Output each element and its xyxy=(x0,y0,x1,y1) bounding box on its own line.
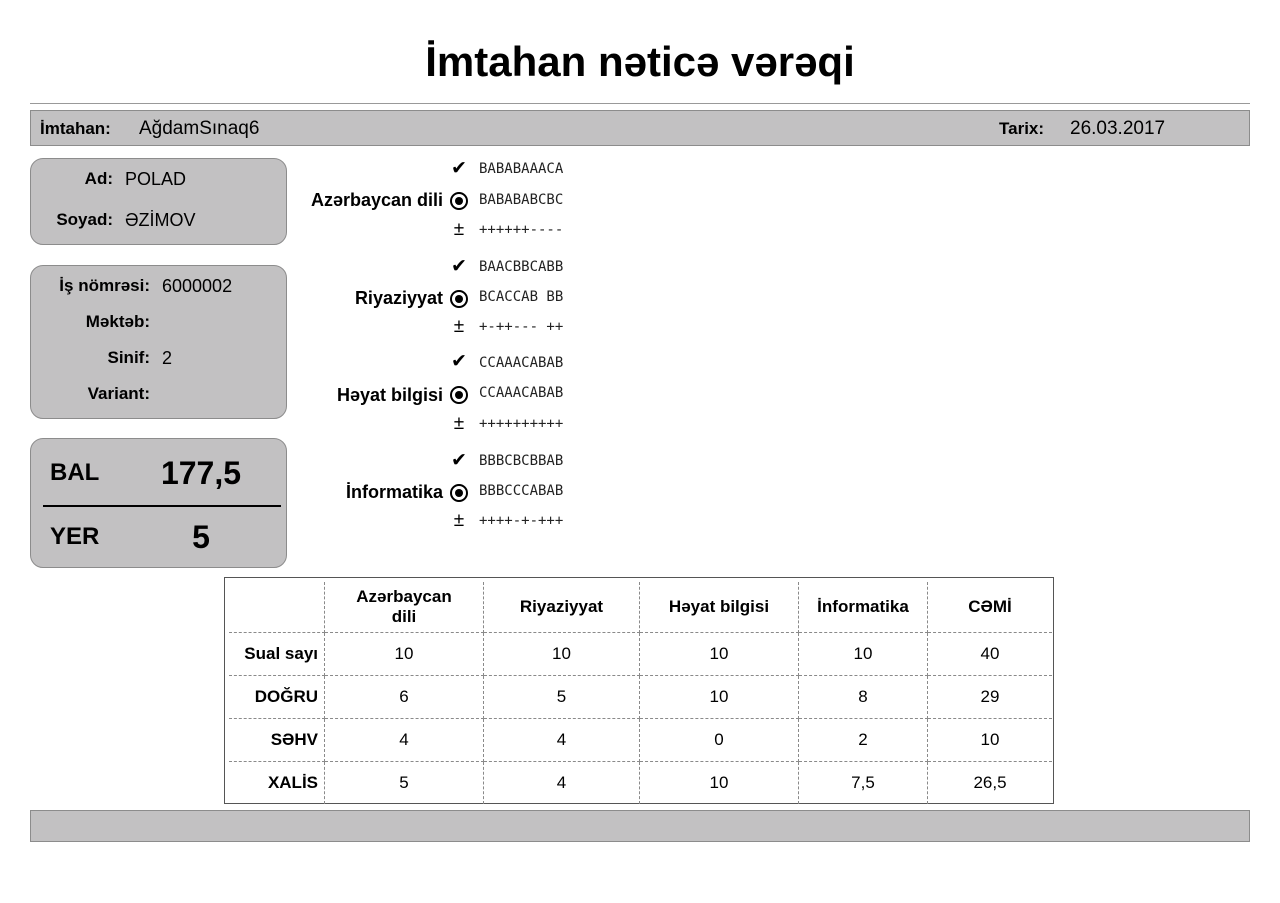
yer-value: 5 xyxy=(192,519,210,555)
footer-bar xyxy=(30,810,1250,842)
table-cell: 10 xyxy=(799,633,928,676)
date-label: Tarix: xyxy=(999,119,1045,138)
row-label: DOĞRU xyxy=(229,676,325,719)
table-cell: 0 xyxy=(640,719,799,762)
table-header-cell: Azərbaycan dili xyxy=(325,582,484,633)
table-header-cell xyxy=(229,582,325,633)
row-label: SƏHV xyxy=(229,719,325,762)
work-info-box xyxy=(30,265,287,419)
radio-icon xyxy=(450,290,468,308)
radio-icon xyxy=(450,484,468,502)
table-cell: 6 xyxy=(325,676,484,719)
table-row xyxy=(229,762,1052,805)
page-title: İmtahan nəticə vərəqi xyxy=(425,38,855,85)
answer-marks: ++++++---- xyxy=(479,222,564,238)
bal-value: 177,5 xyxy=(160,455,242,491)
name-label: Ad: xyxy=(84,169,113,188)
answer-marks: +-++--- ++ xyxy=(479,319,564,335)
subject-name: İnformatika xyxy=(345,482,443,502)
row-label: Sual sayı xyxy=(229,633,325,676)
bal-label: BAL xyxy=(50,459,100,486)
answer-key: BBBCBCBBAB xyxy=(479,453,564,469)
table-cell: 26,5 xyxy=(928,762,1053,805)
radio-icon xyxy=(450,192,468,210)
table-cell: 10 xyxy=(928,719,1053,762)
student-answers: BBBCCCABAB xyxy=(479,483,564,499)
answer-marks: ++++-+-+++ xyxy=(479,513,564,529)
answer-marks: ++++++++++ xyxy=(479,416,564,432)
score-divider xyxy=(43,505,281,507)
title-divider xyxy=(30,103,1250,104)
table-cell: 7,5 xyxy=(799,762,928,805)
check-icon: ✔ xyxy=(451,256,467,277)
table-header-row xyxy=(229,582,1052,633)
table-cell: 4 xyxy=(484,719,640,762)
work-number-label: İş nömrəsi: xyxy=(59,276,150,295)
answer-key: BAACBBCABB xyxy=(479,259,564,275)
table-row xyxy=(229,719,1052,762)
class-label: Sinif: xyxy=(107,348,150,367)
yer-label: YER xyxy=(50,523,100,550)
plus-minus-icon: ± xyxy=(453,219,465,240)
variant-label: Variant: xyxy=(87,384,150,403)
table-cell: 5 xyxy=(325,762,484,805)
table-cell: 4 xyxy=(325,719,484,762)
table-row xyxy=(229,676,1052,719)
table-cell: 10 xyxy=(640,762,799,805)
exam-label: İmtahan: xyxy=(40,119,111,138)
class-value: 2 xyxy=(162,348,173,368)
date-value: 26.03.2017 xyxy=(1070,118,1166,139)
check-icon: ✔ xyxy=(451,158,467,179)
name-value: POLAD xyxy=(125,169,187,189)
student-name-box xyxy=(30,158,287,245)
surname-label: Soyad: xyxy=(56,210,113,229)
table-header-cell: Riyaziyyat xyxy=(484,582,640,633)
table-cell: 29 xyxy=(928,676,1053,719)
subject-name: Həyat bilgisi xyxy=(336,385,443,405)
summary-table xyxy=(229,582,1052,804)
table-cell: 5 xyxy=(484,676,640,719)
table-header-cell: İnformatika xyxy=(799,582,928,633)
check-icon: ✔ xyxy=(451,351,467,372)
table-cell: 10 xyxy=(640,633,799,676)
student-answers: BABABABCBC xyxy=(479,192,564,208)
radio-icon xyxy=(450,386,468,404)
exam-value: AğdamSınaq6 xyxy=(139,118,260,139)
subject-name: Azərbaycan dili xyxy=(310,190,443,210)
plus-minus-icon: ± xyxy=(453,413,465,434)
student-answers: BCACCAB BB xyxy=(479,289,564,305)
check-icon: ✔ xyxy=(451,450,467,471)
table-cell: 40 xyxy=(928,633,1053,676)
table-row xyxy=(229,633,1052,676)
subject-name: Riyaziyyat xyxy=(354,288,443,308)
table-cell: 10 xyxy=(640,676,799,719)
row-label: XALİS xyxy=(229,762,325,805)
table-header-cell: CƏMİ xyxy=(928,582,1053,633)
work-number-value: 6000002 xyxy=(162,276,233,296)
summary-table-frame xyxy=(224,577,1054,804)
answer-key: BABABAAACA xyxy=(479,161,564,177)
table-cell: 8 xyxy=(799,676,928,719)
student-answers: CCAAACABAB xyxy=(479,385,564,401)
school-label: Məktəb: xyxy=(85,312,150,331)
plus-minus-icon: ± xyxy=(453,316,465,337)
score-box xyxy=(30,438,287,568)
table-cell: 10 xyxy=(325,633,484,676)
table-cell: 2 xyxy=(799,719,928,762)
table-header-cell: Həyat bilgisi xyxy=(640,582,799,633)
table-cell: 4 xyxy=(484,762,640,805)
answer-key: CCAAACABAB xyxy=(479,355,564,371)
surname-value: ƏZİMOV xyxy=(125,210,196,230)
table-cell: 10 xyxy=(484,633,640,676)
plus-minus-icon: ± xyxy=(453,510,465,531)
exam-header-bar xyxy=(30,110,1250,146)
